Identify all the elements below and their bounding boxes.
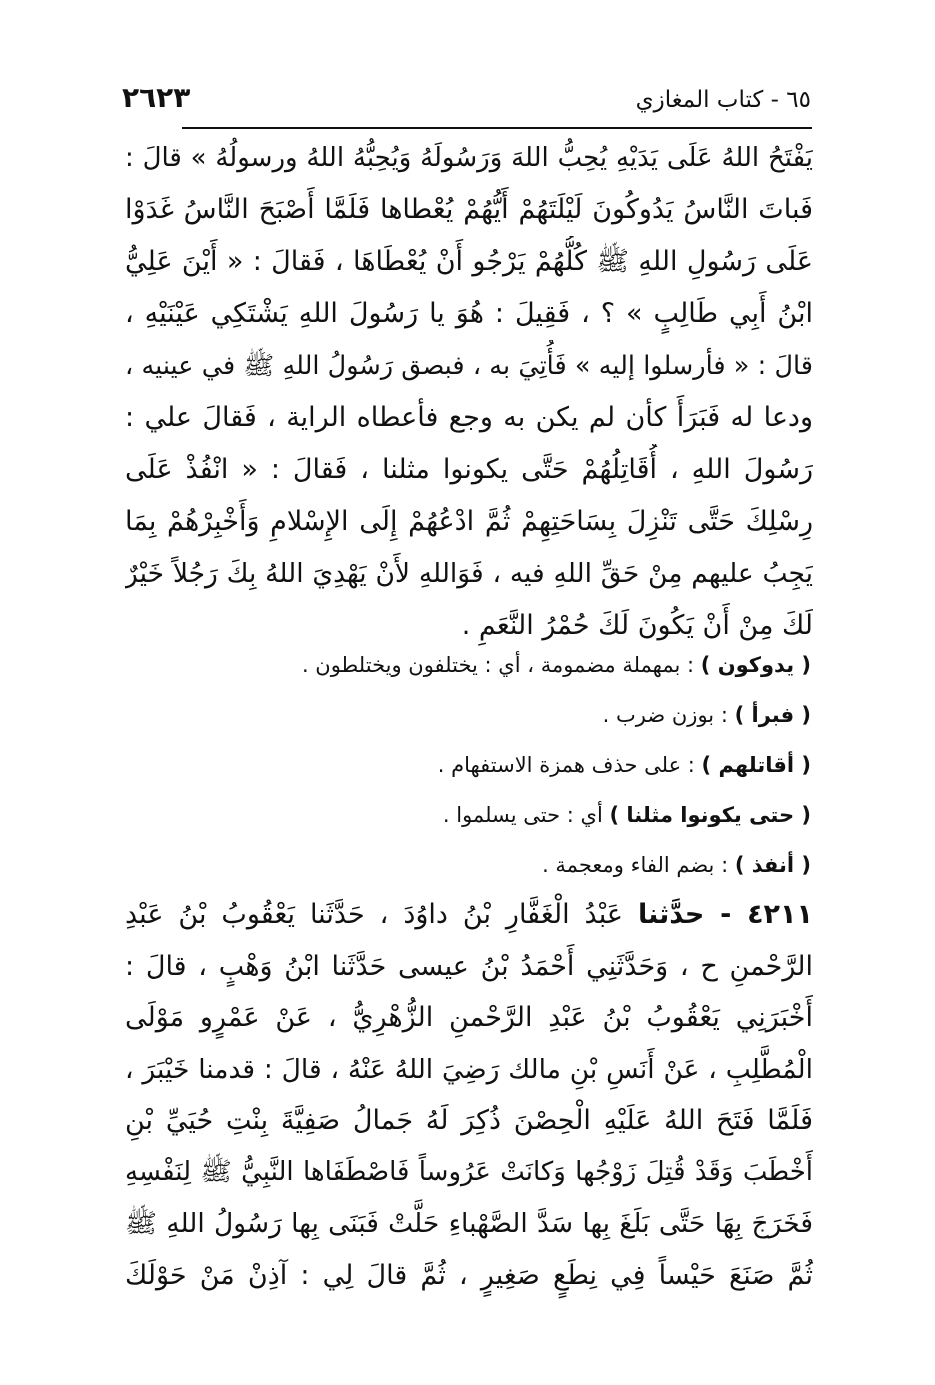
text-line: الْمُطَّلِبِ ، عَنْ أَنَسِ بْنِ مالك رَضِيَ اللهُ عَنْهُ ، قالَ : قدمنا خَيْبَرَ ، [125,1053,813,1085]
note-line [125,740,811,790]
note-term: ( أنفذ ) [734,853,811,877]
text-line: الرَّحْمنِ ح ، وَحَدَّثَنِي أَحْمَدُ بْنُ عيسى حَدَّثَنا ابْنُ وَهْبٍ ، قالَ : [125,950,813,982]
header-rule [182,127,812,129]
note-term: ( فبرأ ) [734,703,811,727]
text-line: أَخْطَبَ وَقَدْ قُتِلَ زَوْجُها وَكانَتْ عَرُوساً فَاصْطَفَاها النَّبِيُّ ﷺ لِنَفْسِهِ [125,1156,813,1187]
text-line: ودعا له فَبَرَأَ كأن لم يكن به وجع فأعطاه الراية ، فَقالَ علي : [125,402,813,433]
text-line: فَخَرَجَ بِهَا حَتَّى بَلَغَ بِها سَدَّ الصَّهْباءِ حَلَّتْ فَبَنَى بِها رَسُولُ اللهِ ﷺ [125,1208,813,1239]
text-line: رِسْلِكَ حَتَّى تَنْزِلَ بِسَاحَتِهِمْ ثُمَّ ادْعُهُمْ إِلَى الإِسْلامِ وَأَخْبِرْهُمْ بِمَا [125,506,813,537]
text-line: فَلَمَّا فَتَحَ اللهُ عَلَيْهِ الْحِصْنَ ذُكِرَ لَهُ جَمالُ صَفِيَّةَ بِنْتِ حُيَيِّ بْنِ [125,1105,813,1136]
note-explanation: : بمهملة مضمومة ، أي : يختلفون ويختلطون . [301,653,695,677]
glossary-notes [125,640,813,890]
text-line: يَفْتَحُ اللهُ عَلَى يَدَيْهِ يُحِبُّ اللهَ وَرَسُولَهُ وَيُحِبُّهُ اللهُ ورسولُهُ » قالَ : [125,143,813,173]
note-line [125,840,811,890]
page-number: ٢٦٢٣ [122,81,191,114]
text-line: رَسُولَ اللهِ ، أُقَاتِلُهُمْ حَتَّى يكونوا مثلنا ، فَقالَ : « انْفُذْ عَلَى [125,454,813,485]
hadith-first-line [125,889,813,941]
note-term: ( يدوكون ) [700,653,811,677]
hadith-text: عَبْدُ الْغَفَّارِ بْنُ داوُدَ ، حَدَّثَنا يَعْقُوبُ بْنُ عَبْدِ [125,899,623,930]
text-line: لَكَ مِنْ أَنْ يَكُونَ لَكَ حُمْرُ النَّعَمِ . [461,610,813,641]
hadith-4211 [125,889,813,1304]
note-term: ( حتى يكونوا مثلنا ) [609,803,811,827]
text-line: عَلَى رَسُولِ اللهِ ﷺ كُلُّهُمْ يَرْجُو أَنْ يُعْطَاهَا ، فَقالَ : « أَيْنَ عَلِيُّ [125,246,813,277]
hadith-number: ٤٢١١ - حدَّثنا [637,899,813,930]
text-line: قالَ : « فأرسلوا إليه » فَأُتِيَ به ، فبصق رَسُولُ اللهِ ﷺ في عينيه ، [125,351,813,381]
note-term: ( أقاتلهم ) [701,753,811,777]
note-line [125,790,811,840]
note-explanation: : على حذف همزة الاستفهام . [437,753,695,777]
text-line: أَخْبَرَنِي يَعْقُوبُ بْنُ عَبْدِ الرَّحْمنِ الزُّهْرِيُّ ، عَنْ عَمْرٍو مَوْلَى [125,1002,813,1033]
note-line [125,640,811,690]
note-explanation: أي : حتى يسلموا . [442,803,603,827]
chapter-title: ٦٥ - كتاب المغازي [635,87,811,113]
note-explanation: : بضم الفاء ومعجمة . [542,853,729,877]
note-line [125,690,811,740]
text-line: ثُمَّ صَنَعَ حَيْساً فِي نِطَعٍ صَغِيرٍ ، ثُمَّ قالَ لِي : آذِنْ مَنْ حَوْلَكَ [125,1259,813,1291]
hadith-text [125,132,813,652]
text-line: ابْنُ أَبِي طَالِبٍ » ؟ ، فَقِيلَ : هُوَ يا رَسُولَ اللهِ يَشْتَكِي عَيْنَيْهِ ، [125,298,813,329]
note-explanation: : بوزن ضرب . [602,703,728,727]
text-line: يَجِبُ عليهم مِنْ حَقِّ اللهِ فيه ، فَوَاللهِ لأَنْ يَهْدِيَ اللهُ بِكَ رَجُلاً خَيْرٌ [125,558,813,589]
text-line: فَباتَ النَّاسُ يَدُوكُونَ لَيْلَتَهُمْ أَيُّهُمْ يُعْطاها فَلَمَّا أَصْبَحَ النَّاسُ غَدَوْا [125,194,813,225]
